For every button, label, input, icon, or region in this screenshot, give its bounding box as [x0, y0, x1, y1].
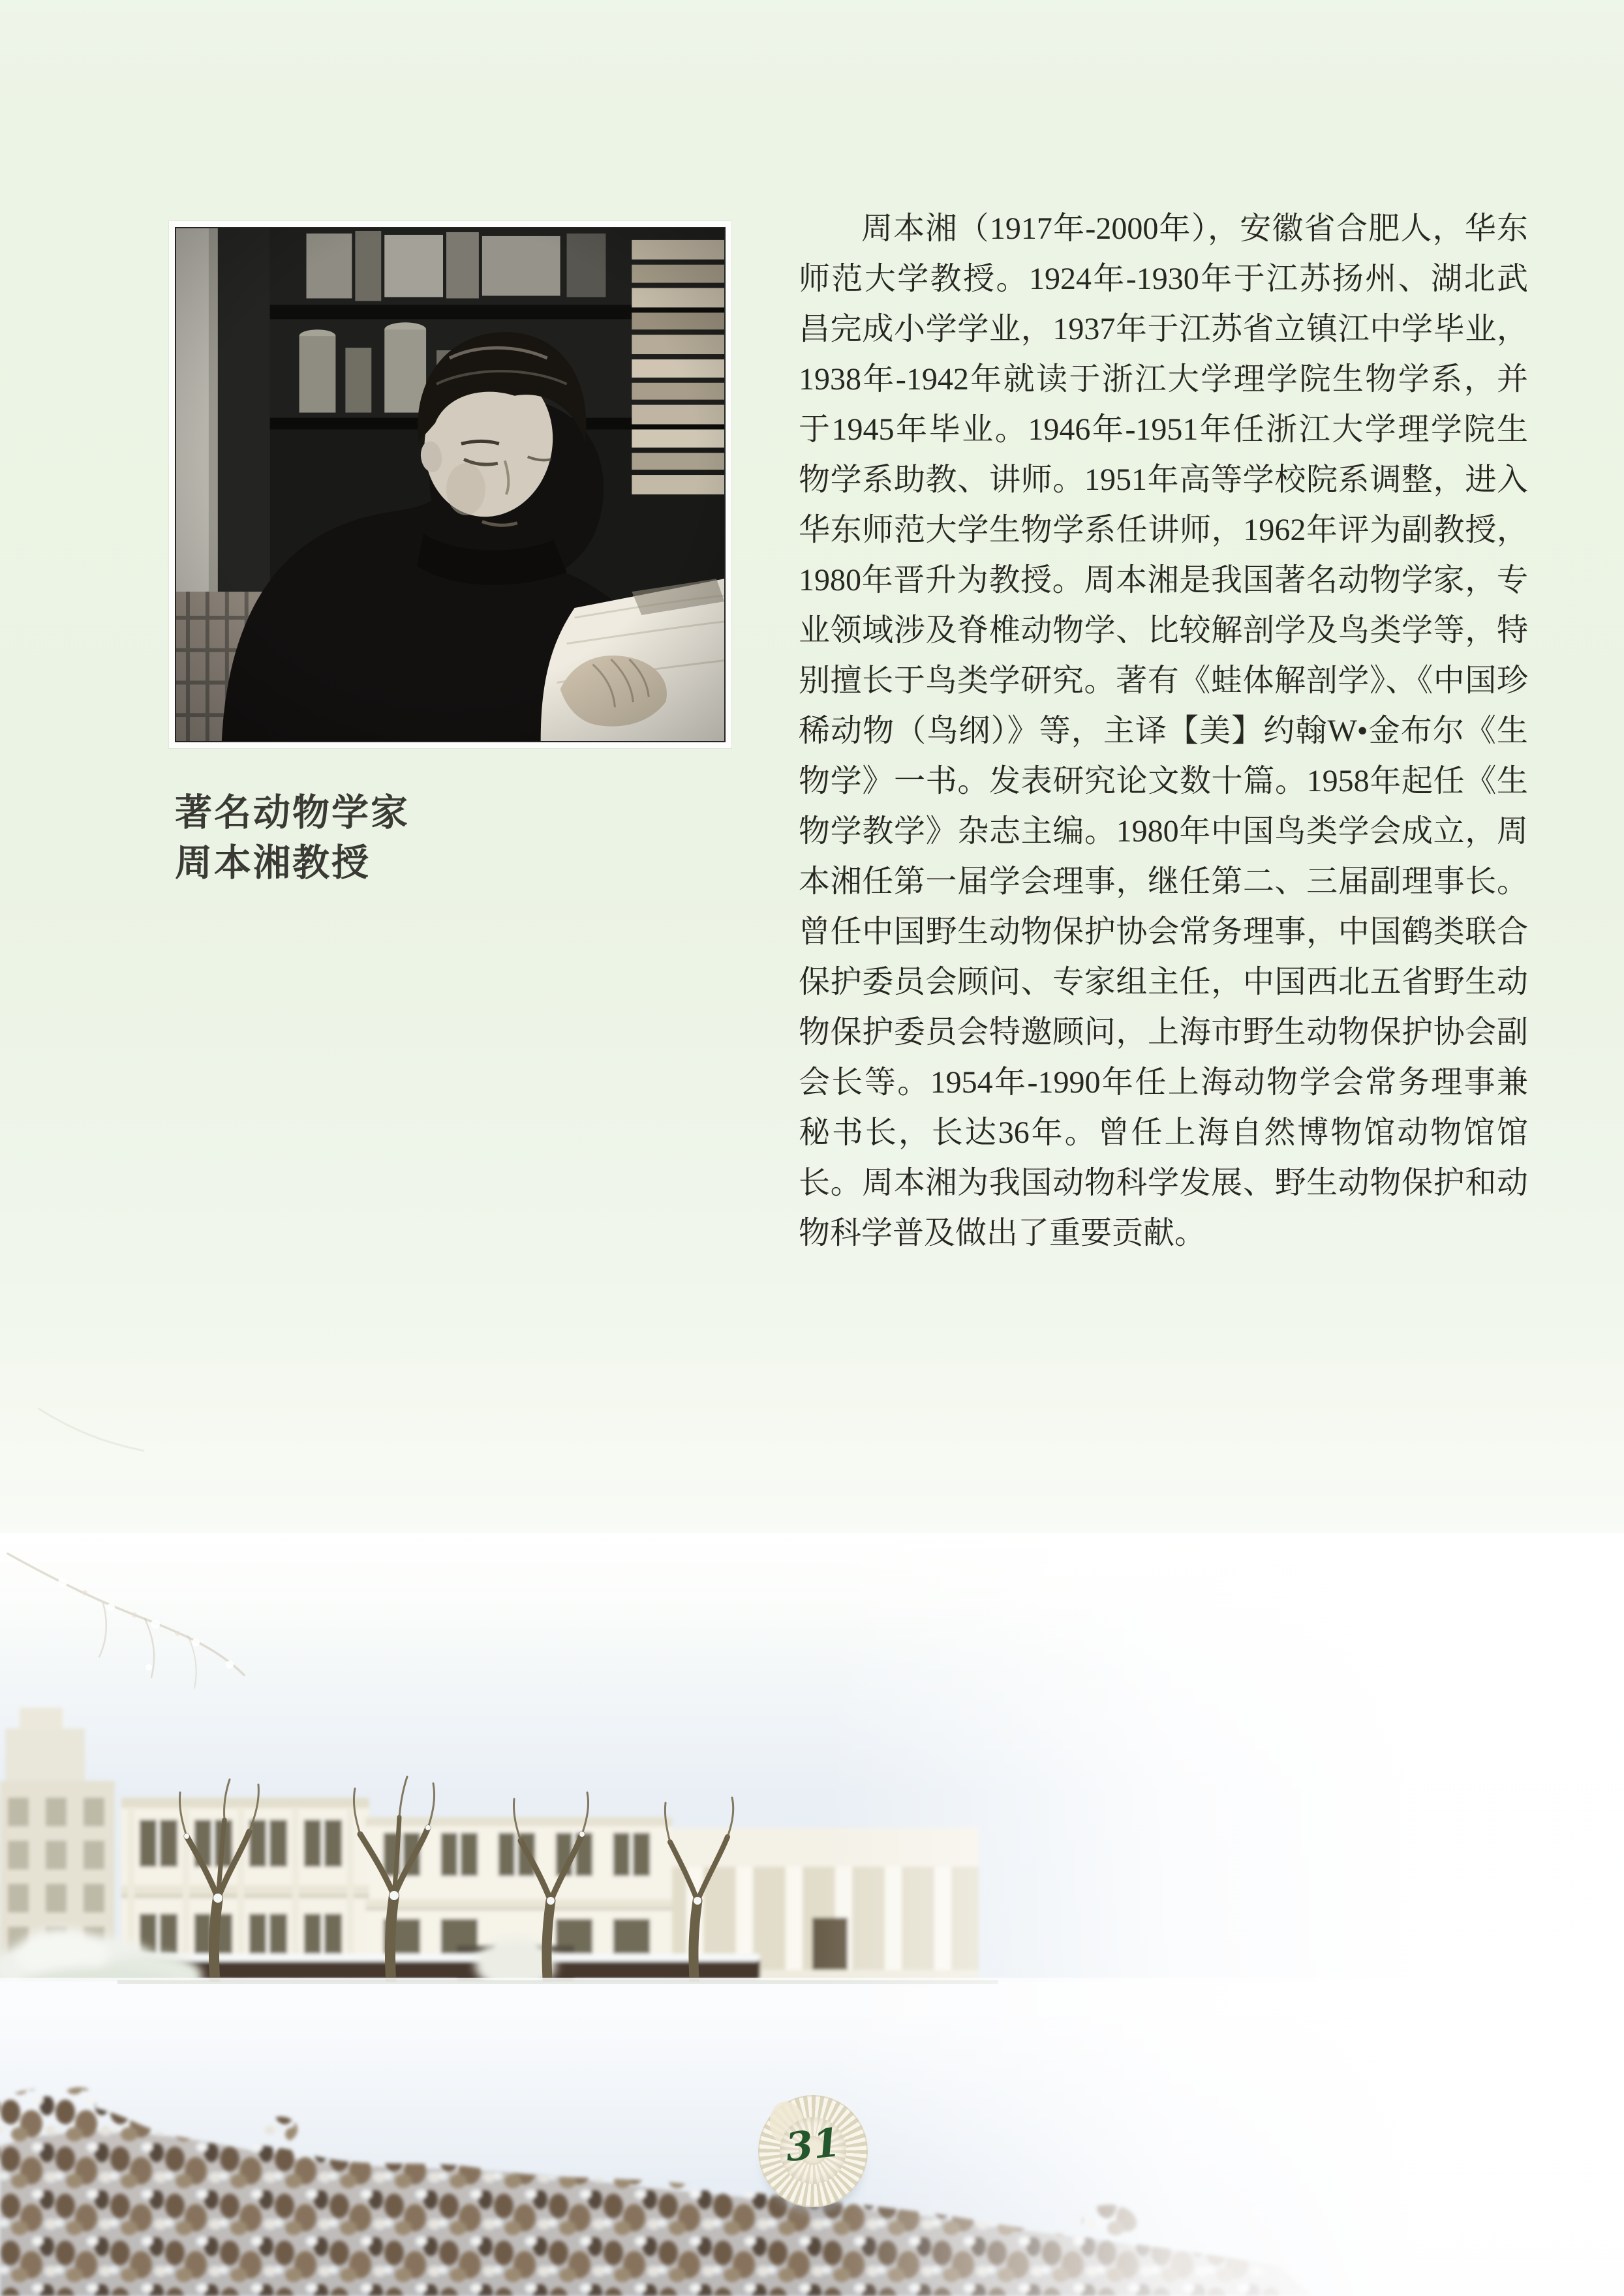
snowy-branch-decoration [0, 1383, 307, 1748]
photo-caption [175, 788, 410, 888]
page-number-area [758, 2095, 868, 2216]
professor-photo-illustration [175, 227, 726, 742]
page-number: 31 [783, 2119, 843, 2171]
biography-article [799, 204, 1528, 1258]
biography-paragraph: 周本湘（1917年-2000年），安徽省合肥人，华东师范大学教授。1924年-1930年于江苏扬州、湖北武昌完成小学学业，1937年于江苏省立镇江中学毕业，1938年-1942年就读于浙江大学理学院生物学系，并于1945年毕业。1946年-1951年任浙江大学理学院生物学系助教、讲师。1951年高等学校院系调整，进入华东师范大学生物学系任讲师，1962年评为副教授，1980年晋升为教授。周本湘是我国著名动物学家，专业领域涉及脊椎动物学、比较解剖学及鸟类学等，特别擅长于鸟类学研究。著有《蛙体解剖学》、《中国珍稀动物（鸟纲）》等，主译【美】约翰W•金布尔《生物学》一书。发表研究论文数十篇。1958年起任《生物学教学》杂志主编。1980年中国鸟类学会成立，周本湘任第一届学会理事，继任第二、三届副理事长。曾任中国野生动物保护协会常务理事，中国鹤类联合保护委员会顾问、专家组主任，中国西北五省野生动物保护委员会特邀顾问，上海市野生动物保护协会副会长等。1954年-1990年任上海动物学会常务理事兼秘书长，长达36年。曾任上海自然博物馆动物馆馆长。周本湘为我国动物科学发展、野生动物保护和动物科学普及做出了重要贡献。 [799, 211, 1528, 1250]
photo-caption-line2: 周本湘教授 [175, 841, 371, 884]
photo-caption-line1: 著名动物学家 [175, 791, 410, 834]
professor-photo [168, 220, 732, 749]
